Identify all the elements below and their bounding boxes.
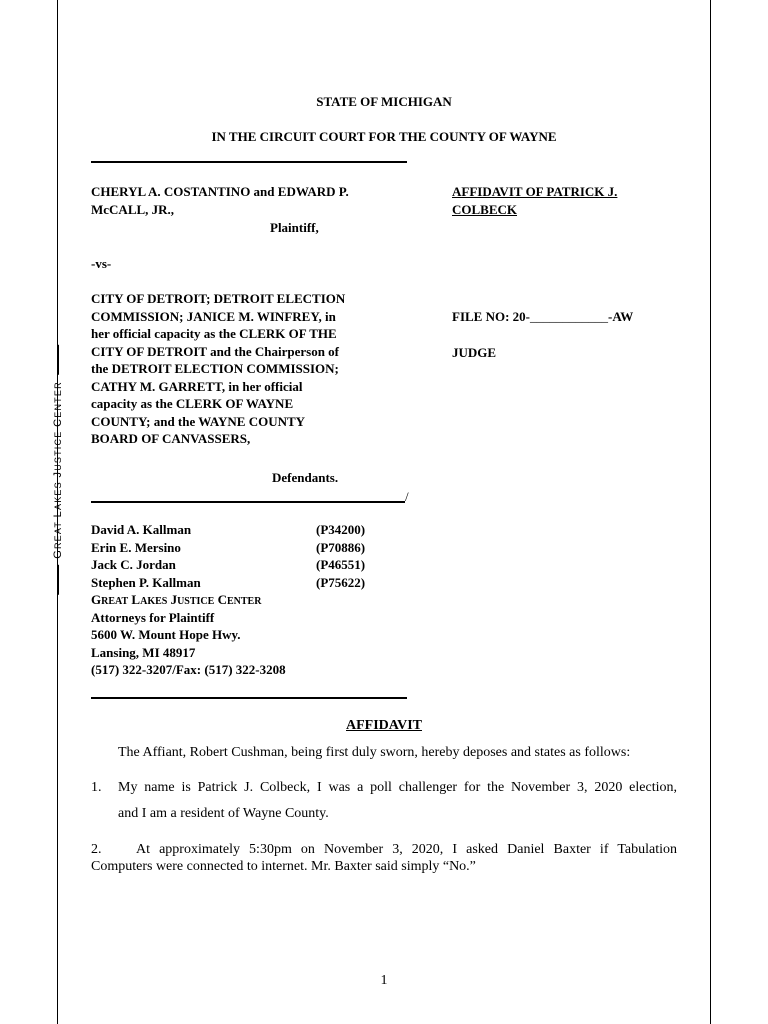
paragraph-1-number: 1. xyxy=(91,780,102,795)
judge-label: JUDGE xyxy=(452,345,497,360)
defendant-line: COUNTY; and the WAYNE COUNTY xyxy=(91,413,306,429)
paragraph-1-line-1: My name is Patrick J. Colbeck, I was a poll challenger for the November 3, 2020 election, xyxy=(118,780,677,795)
paragraph-1-line-2: and I am a resident of Wayne County. xyxy=(118,806,329,821)
attorney-row xyxy=(91,539,391,557)
attorney-bar-number: (P70886) xyxy=(316,539,366,555)
attorney-bottom-rule xyxy=(91,697,407,699)
defendant-line: her official capacity as the CLERK OF THE xyxy=(91,326,337,341)
defendant-block xyxy=(91,290,345,448)
versus-label: -vs- xyxy=(91,256,112,271)
paragraph-2-line-1: At approximately 5:30pm on November 3, 2020, I asked Daniel Baxter if Tabulation xyxy=(136,842,677,857)
paragraph-2-line-2: Computers were connected to internet. Mr. Baxter said simply “No.” xyxy=(91,859,476,874)
firm-phone: (517) 322-3207/Fax: (517) 322-3208 xyxy=(91,662,286,677)
right-margin-line xyxy=(710,0,711,1024)
caption-bottom-rule xyxy=(91,501,405,503)
defendant-line: CITY OF DETROIT and the Chairperson of xyxy=(91,343,339,359)
defendant-line: CITY OF DETROIT; DETROIT ELECTION xyxy=(91,291,346,306)
defendant-label: Defendants. xyxy=(272,470,339,485)
attorney-name: Stephen P. Kallman xyxy=(91,574,201,590)
margin-label-text: GREAT LAKES JUSTICE CENTER xyxy=(52,381,64,559)
attorney-bar-number: (P75622) xyxy=(316,574,366,590)
attorney-row xyxy=(91,521,391,539)
firm-role: Attorneys for Plaintiff xyxy=(91,609,215,625)
paragraph-2-number: 2. xyxy=(91,842,102,857)
attorney-row xyxy=(91,574,391,592)
defendant-line: the DETROIT ELECTION COMMISSION; xyxy=(91,361,339,376)
document-title-line-1: AFFIDAVIT OF PATRICK J. xyxy=(452,184,618,199)
file-number-suffix: -AW xyxy=(608,309,634,324)
defendant-line: COMMISSION; JANICE M. WINFREY, in xyxy=(91,308,336,324)
state-heading: STATE OF MICHIGAN xyxy=(316,94,452,109)
firm-city: Lansing, MI 48917 xyxy=(91,644,196,660)
affidavit-intro: The Affiant, Robert Cushman, being first duly sworn, hereby deposes and states as follows: xyxy=(118,745,631,760)
attorney-name: Erin E. Mersino xyxy=(91,539,181,555)
file-number-prefix: FILE NO: 20- xyxy=(452,309,530,324)
plaintiff-label: Plaintiff, xyxy=(270,220,319,235)
plaintiff-names-line-2: McCALL, JR., xyxy=(91,202,175,217)
attorney-row xyxy=(91,556,391,574)
defendant-line: CATHY M. GARRETT, in her official xyxy=(91,378,303,394)
caption-top-rule xyxy=(91,161,407,163)
firm-name: GREAT LAKES JUSTICE CENTER xyxy=(91,592,262,607)
file-number xyxy=(452,308,633,326)
attorney-bar-number: (P46551) xyxy=(316,557,366,572)
affidavit-heading: AFFIDAVIT xyxy=(346,718,422,733)
caption-slash: / xyxy=(405,489,409,504)
document-title-line-2: COLBECK xyxy=(452,202,518,217)
page-number: 1 xyxy=(380,973,388,988)
file-number-blank: ____________ xyxy=(530,309,608,324)
attorney-name: Jack C. Jordan xyxy=(91,557,176,572)
attorney-list xyxy=(91,521,391,679)
attorney-bar-number: (P34200) xyxy=(316,522,366,537)
defendant-line: capacity as the CLERK OF WAYNE xyxy=(91,396,294,411)
attorney-name: David A. Kallman xyxy=(91,522,192,537)
firm-street: 5600 W. Mount Hope Hwy. xyxy=(91,627,241,642)
court-heading: IN THE CIRCUIT COURT FOR THE COUNTY OF WAYNE xyxy=(211,129,557,144)
plaintiff-names-line-1: CHERYL A. COSTANTINO and EDWARD P. xyxy=(91,184,349,199)
margin-label xyxy=(52,339,64,601)
defendant-line: BOARD OF CANVASSERS, xyxy=(91,431,251,446)
